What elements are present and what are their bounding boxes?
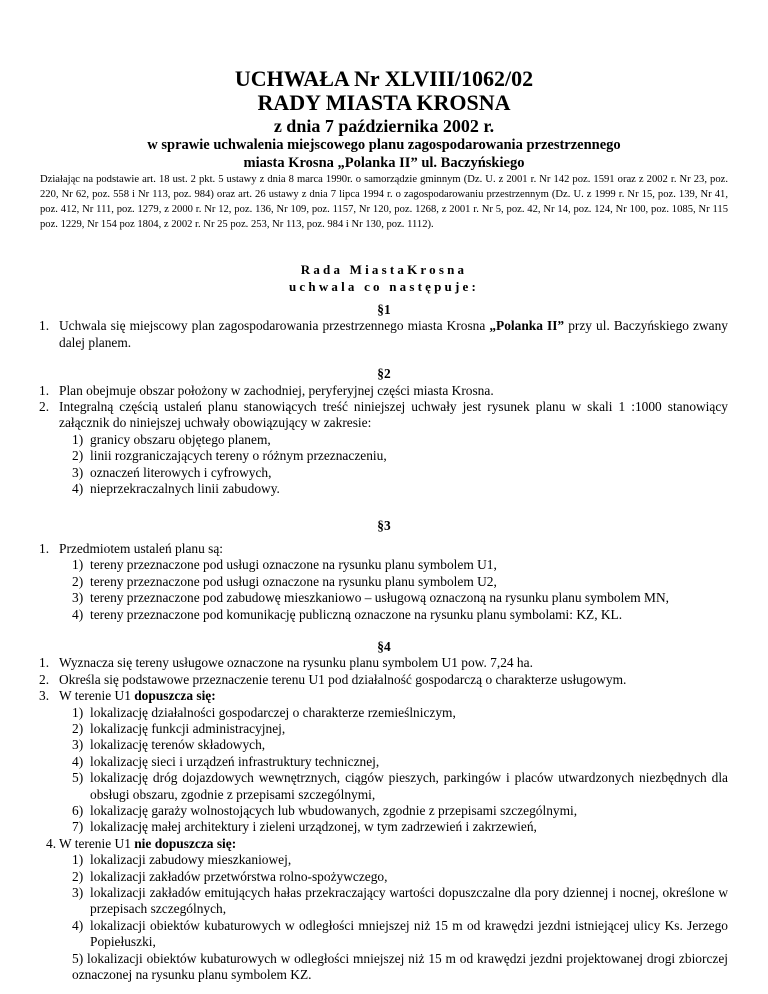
list-item: 5) lokalizacji obiektów kubaturowych w odległości mniejszej niż 15 m od krawędzi jezdni projektowanej drogi zbiorczej oznaczonej na rysunku planu symbolem KZ. bbox=[72, 950, 728, 983]
plan-name: „Polanka II” bbox=[489, 318, 565, 334]
subject-line-2: miasta Krosna „Polanka II” ul. Baczyńskiego bbox=[243, 155, 525, 171]
paragraph-number: 1. bbox=[39, 540, 50, 556]
paragraph-number: 2. bbox=[39, 671, 50, 687]
permitted-label: dopuszcza się: bbox=[134, 688, 216, 704]
list-item bbox=[0, 481, 768, 497]
paragraph-number: 2. bbox=[39, 399, 50, 415]
item-text: linii rozgraniczających tereny o różnym przeznaczeniu, bbox=[90, 448, 387, 464]
item-text: lokalizację terenów składowych, bbox=[90, 737, 266, 753]
list-item bbox=[0, 721, 768, 737]
item-number: 2) bbox=[72, 448, 84, 464]
section-2-paragraph-1 bbox=[0, 383, 768, 399]
list-item bbox=[0, 448, 768, 464]
section-4-paragraph-2 bbox=[0, 672, 768, 688]
item-number: 3) bbox=[72, 737, 84, 753]
list-item bbox=[0, 852, 768, 868]
paragraph-text: Integralną częścią ustaleń planu stanowiących treść niniejszej uchwały jest rysunek planu w skali 1 :1000 stanowiący załącznik do niniejszej uchwały obowiązujący w zakresie: bbox=[59, 399, 728, 431]
list-item bbox=[0, 432, 768, 448]
paragraph-number: 1. bbox=[39, 382, 50, 398]
item-number: 2) bbox=[72, 573, 84, 589]
item-text: lokalizacji zakładów przetwórstwa rolno-spożywczego, bbox=[90, 868, 388, 884]
item-number: 1) bbox=[72, 557, 84, 573]
item-number: 7) bbox=[72, 819, 84, 835]
list-item bbox=[0, 869, 768, 885]
item-number: 2) bbox=[72, 868, 84, 884]
item-text: lokalizacji zabudowy mieszkaniowej, bbox=[90, 852, 292, 868]
item-number: 4) bbox=[72, 917, 84, 933]
item-number: 1) bbox=[72, 704, 84, 720]
item-text: tereny przeznaczone pod usługi oznaczone na rysunku planu symbolem U2, bbox=[90, 573, 497, 589]
section-4-paragraph-3 bbox=[0, 688, 768, 704]
list-item bbox=[0, 590, 768, 606]
council-line-1: Rada MiastaKrosna bbox=[300, 262, 468, 277]
item-text: lokalizację dróg dojazdowych wewnętrznych, ciągów pieszych, parkingów i placów utwardzonych niezbędnych dla obsługi obszaru, zgodnie z przepisami szczególnymi, bbox=[90, 770, 728, 802]
item-text: lokalizację garaży wolnostojących lub wbudowanych, zgodnie z przepisami szczególnymi, bbox=[90, 802, 578, 818]
paragraph-text: Wyznacza się tereny usługowe oznaczone na rysunku planu symbolem U1 pow. 7,24 ha. bbox=[59, 655, 533, 671]
section-4-heading: §4 bbox=[377, 638, 391, 654]
item-text: oznaczeń literowych i cyfrowych, bbox=[90, 464, 272, 480]
paragraph-text: Uchwala się miejscowy plan zagospodarowania przestrzennego miasta Krosna bbox=[59, 318, 490, 334]
section-1-heading: §1 bbox=[377, 302, 391, 317]
list-item bbox=[0, 819, 768, 835]
item-number: 3) bbox=[72, 590, 84, 606]
list-item bbox=[0, 574, 768, 590]
section-4-paragraph-4 bbox=[0, 836, 768, 852]
item-text: tereny przeznaczone pod usługi oznaczone na rysunku planu symbolem U1, bbox=[90, 557, 497, 573]
paragraph-text: W terenie U1 bbox=[59, 835, 135, 851]
list-item bbox=[0, 918, 768, 951]
item-number: 1) bbox=[72, 431, 84, 447]
item-text: tereny przeznaczone pod zabudowę mieszkaniowo – usługową oznaczoną na rysunku planu symbolem MN, bbox=[90, 590, 669, 606]
section-1-paragraph-1 bbox=[0, 318, 768, 351]
item-number: 2) bbox=[72, 720, 84, 736]
prohibited-label: nie dopuszcza się: bbox=[134, 835, 237, 851]
list-item bbox=[0, 607, 768, 623]
item-text: nieprzekraczalnych linii zabudowy. bbox=[90, 481, 280, 497]
item-text: lokalizacji zakładów emitujących hałas przekraczający wartości dopuszczalne dla pory dziennej i nocnej, określone w przepisach szczególnych, bbox=[90, 885, 728, 917]
section-2-paragraph-2 bbox=[0, 399, 768, 432]
resolution-body bbox=[0, 302, 768, 983]
section-2-heading: §2 bbox=[377, 366, 391, 382]
legal-basis-preamble: Działając na podstawie art. 18 ust. 2 pkt. 5 ustawy z dnia 8 marca 1990r. o samorządzie gminnym (Dz. U. z 2001 r. Nr 142 poz. 1591 oraz z 2002 r. Nr 23, poz. 220, Nr 62, poz. 558 i Nr 113, poz. 984) oraz art. 26 ustawy z dnia 7 lipca 1994 r. o zagospodarowaniu przestrzennym (Dz. U. z 1999 r. Nr 15, poz. 139, Nr 41, poz. 412, Nr 111, poz. 1279, z 2000 r. Nr 12, poz. 136, Nr 109, poz. 1157, Nr 120, poz. 1268, z 2001 r. Nr 5, poz. 42, Nr 14, poz. 124, Nr 100, poz. 1085, Nr 115 poz. 1229, Nr 154 poz 1804, z 2002 r. Nr 25 poz. 253, Nr 113, poz. 984 i Nr 130, poz. 1112). bbox=[40, 174, 728, 230]
item-number: 5) bbox=[72, 770, 84, 786]
item-text: lokalizację małej architektury i zieleni urządzonej, w tym zadrzewień i zakrzewień, bbox=[90, 819, 537, 835]
item-number: 1) bbox=[72, 852, 84, 868]
subject-line-1: w sprawie uchwalenia miejscowego planu zagospodarowania przestrzennego bbox=[147, 137, 621, 153]
paragraph-number: 3. bbox=[39, 688, 50, 704]
item-text: granicy obszaru objętego planem, bbox=[90, 431, 271, 447]
resolution-date: z dnia 7 października 2002 r. bbox=[273, 116, 495, 136]
paragraph-text-end: przy ul. Baczyńskiego zwany dalej planem. bbox=[59, 318, 728, 350]
paragraph-text: Określa się podstawowe przeznaczenie terenu U1 pod działalność gospodarczą o charakterze usługowym. bbox=[59, 671, 627, 687]
item-text: lokalizacji obiektów kubaturowych w odległości mniejszej niż 15 m od krawędzi jezdni istniejącej ulicy Ks. Jerzego Popiełuszki, bbox=[90, 917, 728, 950]
list-item bbox=[0, 803, 768, 819]
list-item bbox=[0, 754, 768, 770]
section-3-heading: §3 bbox=[377, 518, 391, 534]
item-number: 4) bbox=[72, 481, 84, 497]
list-item bbox=[0, 465, 768, 481]
item-number: 4) bbox=[72, 606, 84, 622]
list-item bbox=[0, 885, 768, 918]
paragraph-text: W terenie U1 bbox=[59, 688, 135, 704]
resolution-subject bbox=[0, 136, 768, 172]
list-item bbox=[0, 557, 768, 573]
item-number: 6) bbox=[72, 802, 84, 818]
item-number: 3) bbox=[72, 885, 84, 900]
item-text: lokalizację funkcji administracyjnej, bbox=[90, 720, 286, 736]
item-number: 4) bbox=[72, 753, 84, 769]
council-line-2: uchwala co następuje: bbox=[289, 279, 479, 294]
paragraph-number: 1. bbox=[39, 655, 50, 671]
paragraph-text: Plan obejmuje obszar położony w zachodniej, peryferyjnej części miasta Krosna. bbox=[59, 382, 494, 398]
section-4-paragraph-1 bbox=[0, 655, 768, 671]
council-declaration bbox=[0, 261, 768, 295]
issuing-body: RADY MIASTA KROSNA bbox=[257, 90, 511, 115]
paragraph-number: 4. bbox=[46, 835, 57, 851]
item-text: tereny przeznaczone pod komunikację publiczną oznaczone na rysunku planu symbolami: KZ, KL. bbox=[90, 606, 623, 622]
list-item bbox=[0, 737, 768, 753]
list-item bbox=[0, 705, 768, 721]
paragraph-number: 1. bbox=[39, 318, 50, 334]
paragraph-text: Przedmiotem ustaleń planu są: bbox=[59, 540, 223, 556]
item-text: lokalizację działalności gospodarczej o charakterze rzemieślniczym, bbox=[90, 704, 456, 720]
item-text: lokalizację sieci i urządzeń infrastruktury technicznej, bbox=[90, 753, 380, 769]
section-3-paragraph-1 bbox=[0, 541, 768, 557]
resolution-number: UCHWAŁA Nr XLVIII/1062/02 bbox=[234, 66, 534, 91]
item-number: 3) bbox=[72, 464, 84, 480]
list-item bbox=[0, 770, 768, 803]
